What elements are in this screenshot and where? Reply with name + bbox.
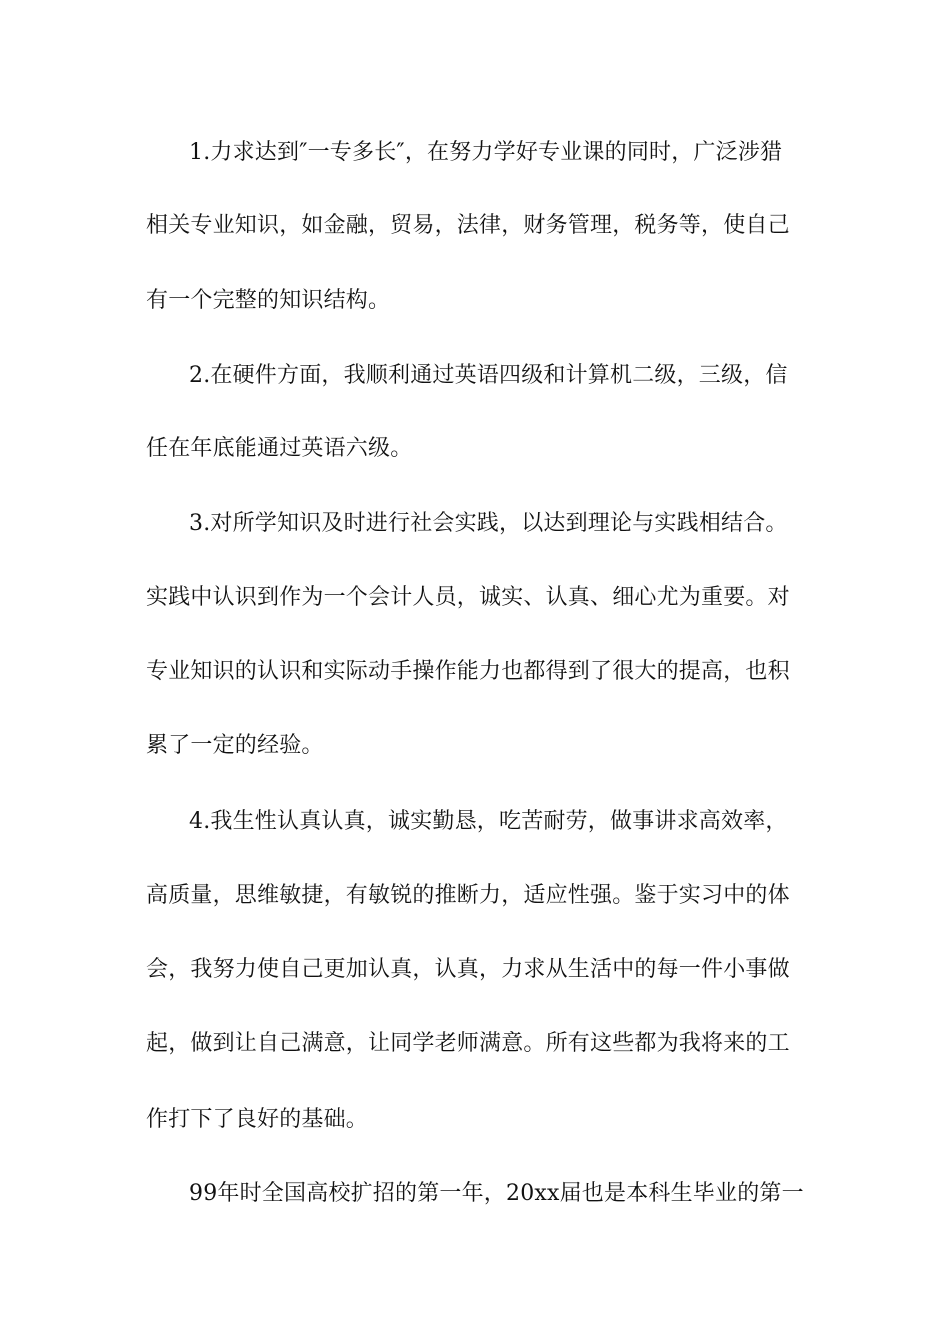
paragraph-4-line-2: 高质量，思维敏捷，有敏锐的推断力，适应性强。鉴于实习中的体 [146, 883, 790, 908]
paragraph-4-line-1: 4.我生性认真认真，诚实勤恳，吃苦耐劳，做事讲求高效率， [189, 809, 788, 834]
paragraph-3-line-2: 实践中认识到作为一个会计人员，诚实、认真、细心尤为重要。对 [146, 585, 790, 610]
paragraph-2-line-2: 任在年底能通过英语六级。 [146, 436, 413, 461]
paragraph-4-line-4: 起，做到让自己满意，让同学老师满意。所有这些都为我将来的工 [146, 1031, 790, 1056]
paragraph-4-line-3: 会，我努力使自己更加认真，认真，力求从生活中的每一件小事做 [146, 957, 790, 982]
paragraph-1-line-2: 相关专业知识，如金融，贸易，法律，财务管理，税务等，使自己 [146, 213, 790, 238]
paragraph-3-line-1: 3.对所学知识及时进行社会实践，以达到理论与实践相结合。 [189, 511, 788, 536]
paragraph-3-line-3: 专业知识的认识和实际动手操作能力也都得到了很大的提高，也积 [146, 659, 790, 684]
paragraph-1-line-1: 1.力求达到″一专多长″，在努力学好专业课的同时，广泛涉猎 [189, 140, 783, 165]
paragraph-4-line-5: 作打下了良好的基础。 [146, 1107, 369, 1132]
paragraph-3-line-4: 累了一定的经验。 [146, 733, 324, 758]
paragraph-5-line-1: 99年时全国高校扩招的第一年，20xx届也是本科生毕业的第一 [189, 1181, 804, 1206]
paragraph-2-line-1: 2.在硬件方面，我顺利通过英语四级和计算机二级，三级，信 [189, 363, 788, 388]
paragraph-1-line-3: 有一个完整的知识结构。 [146, 288, 391, 313]
